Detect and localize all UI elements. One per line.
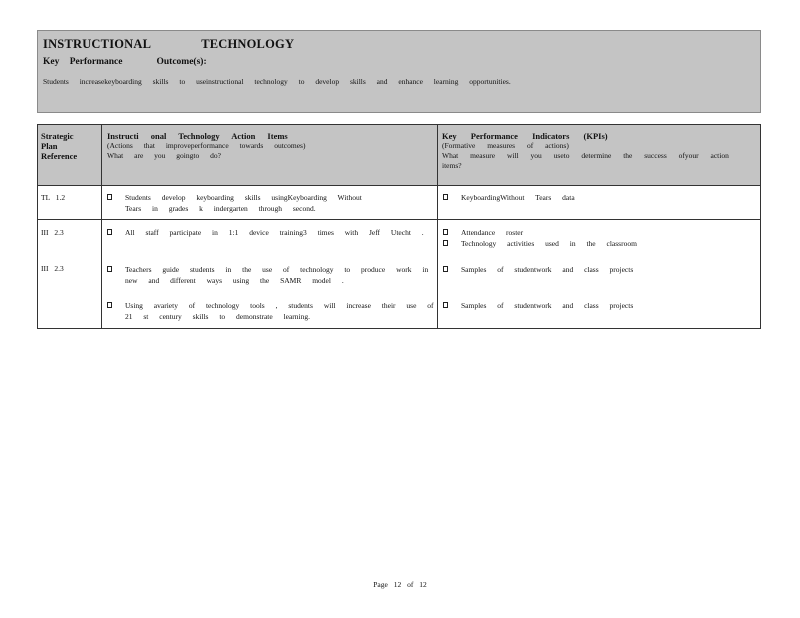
header-box xyxy=(37,30,761,113)
row-ref: TL 1.2 xyxy=(41,193,66,202)
bullet-icon xyxy=(107,302,112,308)
kpi-item xyxy=(443,192,575,203)
action-item-line: Tears in grades k indergarten through second. xyxy=(125,204,316,213)
action-item-line: Teachers guide students in the use of technology to produce work in xyxy=(125,265,429,274)
page-number: Page 12 of 12 xyxy=(373,580,427,589)
kpi-item xyxy=(443,264,633,275)
table-divider-2 xyxy=(437,125,438,328)
action-table xyxy=(37,124,761,329)
col-header-kpis xyxy=(442,131,732,171)
action-item-line: Students develop keyboarding skills usingKeyboarding Without xyxy=(125,193,362,202)
bullet-icon xyxy=(107,194,112,200)
outcome-text: Students increasekeyboarding skills to useinstructional technology to develop skills and enhance learning opportunities. xyxy=(43,77,511,86)
row-ref: III 2.3 xyxy=(41,264,64,273)
col1-header-line: Strategic xyxy=(41,131,74,141)
action-item-line: 21 st century skills to demonstrate learning. xyxy=(125,312,311,321)
kpi-item-line: Technology activities used in the classroom xyxy=(461,239,637,248)
col-header-strategic-plan xyxy=(41,131,77,161)
bullet-icon xyxy=(443,266,448,272)
kpo-label xyxy=(43,57,207,67)
action-item xyxy=(107,227,424,238)
kpi-item xyxy=(443,227,523,238)
section-title xyxy=(43,37,294,52)
bullet-icon xyxy=(443,194,448,200)
table-border-left xyxy=(37,125,38,328)
row-divider-1 xyxy=(37,219,761,220)
action-item-line: new and different ways using the SAMR model . xyxy=(125,276,344,285)
col1-header-line: Reference xyxy=(41,151,78,161)
kpi-item xyxy=(443,238,637,249)
col1-header-line: Plan xyxy=(41,141,58,151)
bullet-icon xyxy=(443,302,448,308)
kpo-label-2: Outcome(s): xyxy=(156,57,207,67)
kpi-item-line: Samples of studentwork and class projects xyxy=(461,265,634,274)
title-word-1: INSTRUCTIONAL xyxy=(43,37,152,51)
col2-header-sub1: (Actions that improveperformance towards outcomes) xyxy=(107,141,306,150)
kpo-label-1: Key Performance xyxy=(43,57,123,67)
bullet-icon xyxy=(443,240,448,246)
table-border-right xyxy=(760,125,761,328)
action-item-line: Using avariety of technology tools , students will increase their use of xyxy=(125,301,434,310)
col-header-action-items xyxy=(107,131,305,161)
bullet-icon xyxy=(107,229,112,235)
action-item xyxy=(107,300,434,322)
table-divider-1 xyxy=(101,125,102,328)
bullet-icon xyxy=(443,229,448,235)
title-word-2: TECHNOLOGY xyxy=(201,37,295,51)
kpi-item-line: Attendance roster xyxy=(461,228,524,237)
action-item xyxy=(107,192,362,214)
col2-header-title: Instructi onal Technology Action Items xyxy=(107,131,288,141)
kpi-item-line: Samples of studentwork and class projects xyxy=(461,301,634,310)
col3-header-sub2: What measure will you useto determine the success ofyour action items? xyxy=(442,151,729,170)
col3-header-title: Key Performance Indicators (KPIs) xyxy=(442,131,608,141)
bullet-icon xyxy=(107,266,112,272)
row-ref: III 2.3 xyxy=(41,228,64,237)
col2-header-sub2: What are you goingto do? xyxy=(107,151,221,160)
kpi-item-line: KeyboardingWithout Tears data xyxy=(461,193,575,202)
action-item xyxy=(107,264,428,286)
action-item-line: All staff participate in 1:1 device training3 times with Jeff Utecht . xyxy=(125,228,424,237)
col3-header-sub1: (Formative measures of actions) xyxy=(442,141,569,150)
kpi-item xyxy=(443,300,633,311)
